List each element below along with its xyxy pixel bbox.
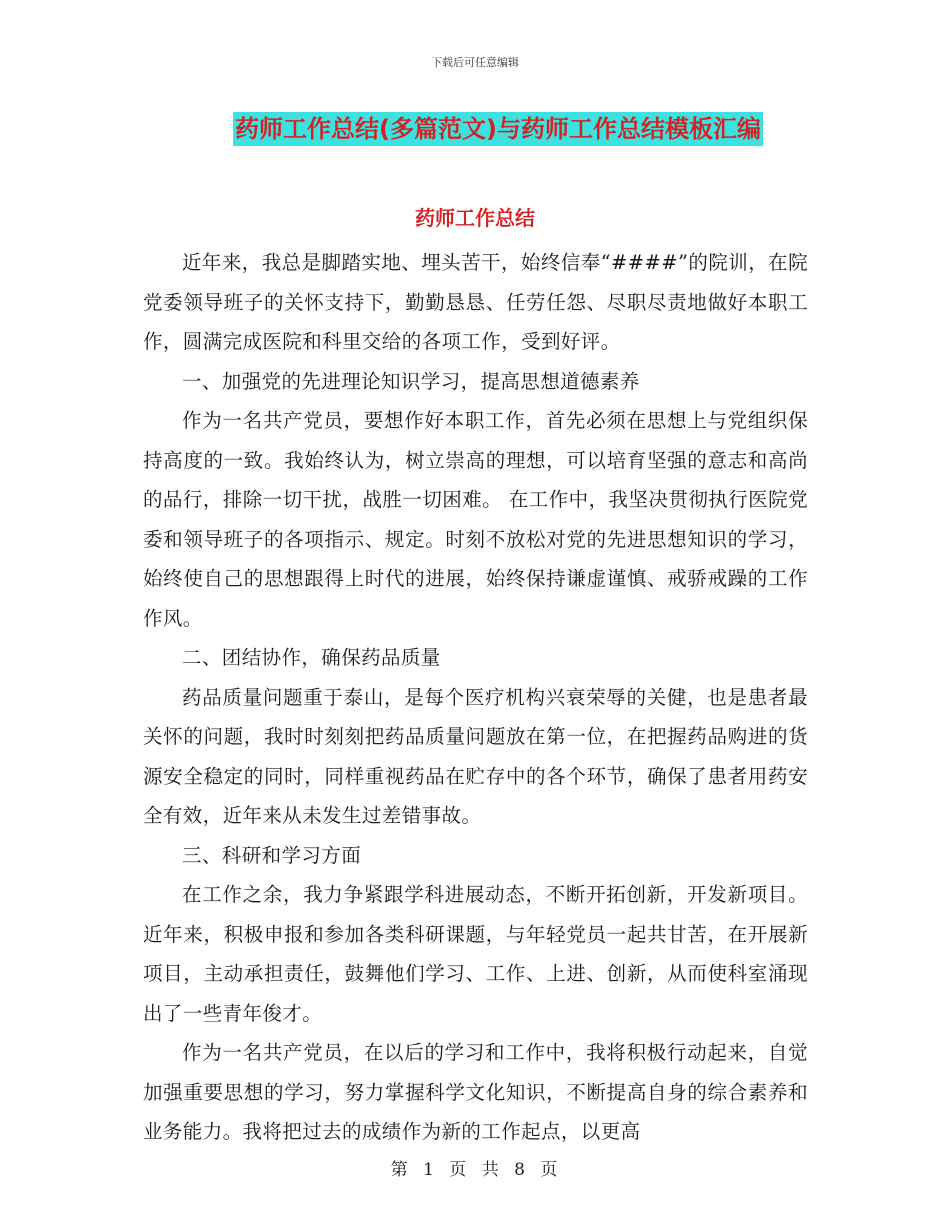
header-note: 下载后可任意编辑 [431, 56, 519, 69]
heading-1: 一、加强党的先进理论知识学习，提高思想道德素养 [182, 369, 640, 393]
paragraph-intro: 近年来，我总是脚踏实地、埋头苦干，始终信奉“####”的院训，在院党委领导班子的关怀支持下，勤勤恳恳、任劳任怨、尽职尽责地做好本职工作，圆满完成医院和科里交给的各项工作，受到好评。 [143, 251, 808, 353]
paragraph-4: 在工作之余，我力争紧跟学科进展动态，不断开拓创新，开发新项目。近年来，积极申报和参加各类科研课题，与年轻党员一起共甘苦，在开展新项目，主动承担责任，鼓舞他们学习、工作、上进、创新，从而使科室涌现出了一些青年俊才。 [143, 883, 808, 1025]
heading-3: 三、科研和学习方面 [182, 843, 362, 867]
paragraph-2: 作为一名共产党员，要想作好本职工作，首先必须在思想上与党组织保持高度的一致。我始终认为，树立崇高的理想，可以培育坚强的意志和高尚的品行，排除一切干扰，战胜一切困难。 在工作中，我坚决贯彻执行医院党委和领导班子的各项指示、规定。时刻不放松对党的先进思想知识的学习，始终使自己的思想跟得上时代的进展，始终保持谦虚谨慎、戒骄戒躁的工作作风。 [143, 409, 808, 630]
document-title: 药师工作总结(多篇范文)与药师工作总结模板汇编 [233, 112, 763, 146]
document-body [143, 243, 808, 1152]
heading-2: 二、团结协作，确保药品质量 [182, 646, 441, 669]
paragraph-3: 药品质量问题重于泰山，是每个医疗机构兴衰荣辱的关健，也是患者最关怀的问题，我时时刻刻把药品质量问题放在第一位，在把握药品购进的货源安全稳定的同时，同样重视药品在贮存中的各个环节，确保了患者用药安全有效，近年来从未发生过差错事故。 [143, 685, 808, 827]
section-title: 药师工作总结 [415, 206, 535, 230]
paragraph-5: 作为一名共产党员，在以后的学习和工作中，我将积极行动起来，自觉加强重要思想的学习，努力掌握科学文化知识，不断提高自身的综合素养和业务能力。我将把过去的成绩作为新的工作起点，以更高 [143, 1041, 808, 1143]
page-footer: 第 1 页 共 8 页 [390, 1160, 560, 1180]
document-title-container [0, 112, 950, 146]
